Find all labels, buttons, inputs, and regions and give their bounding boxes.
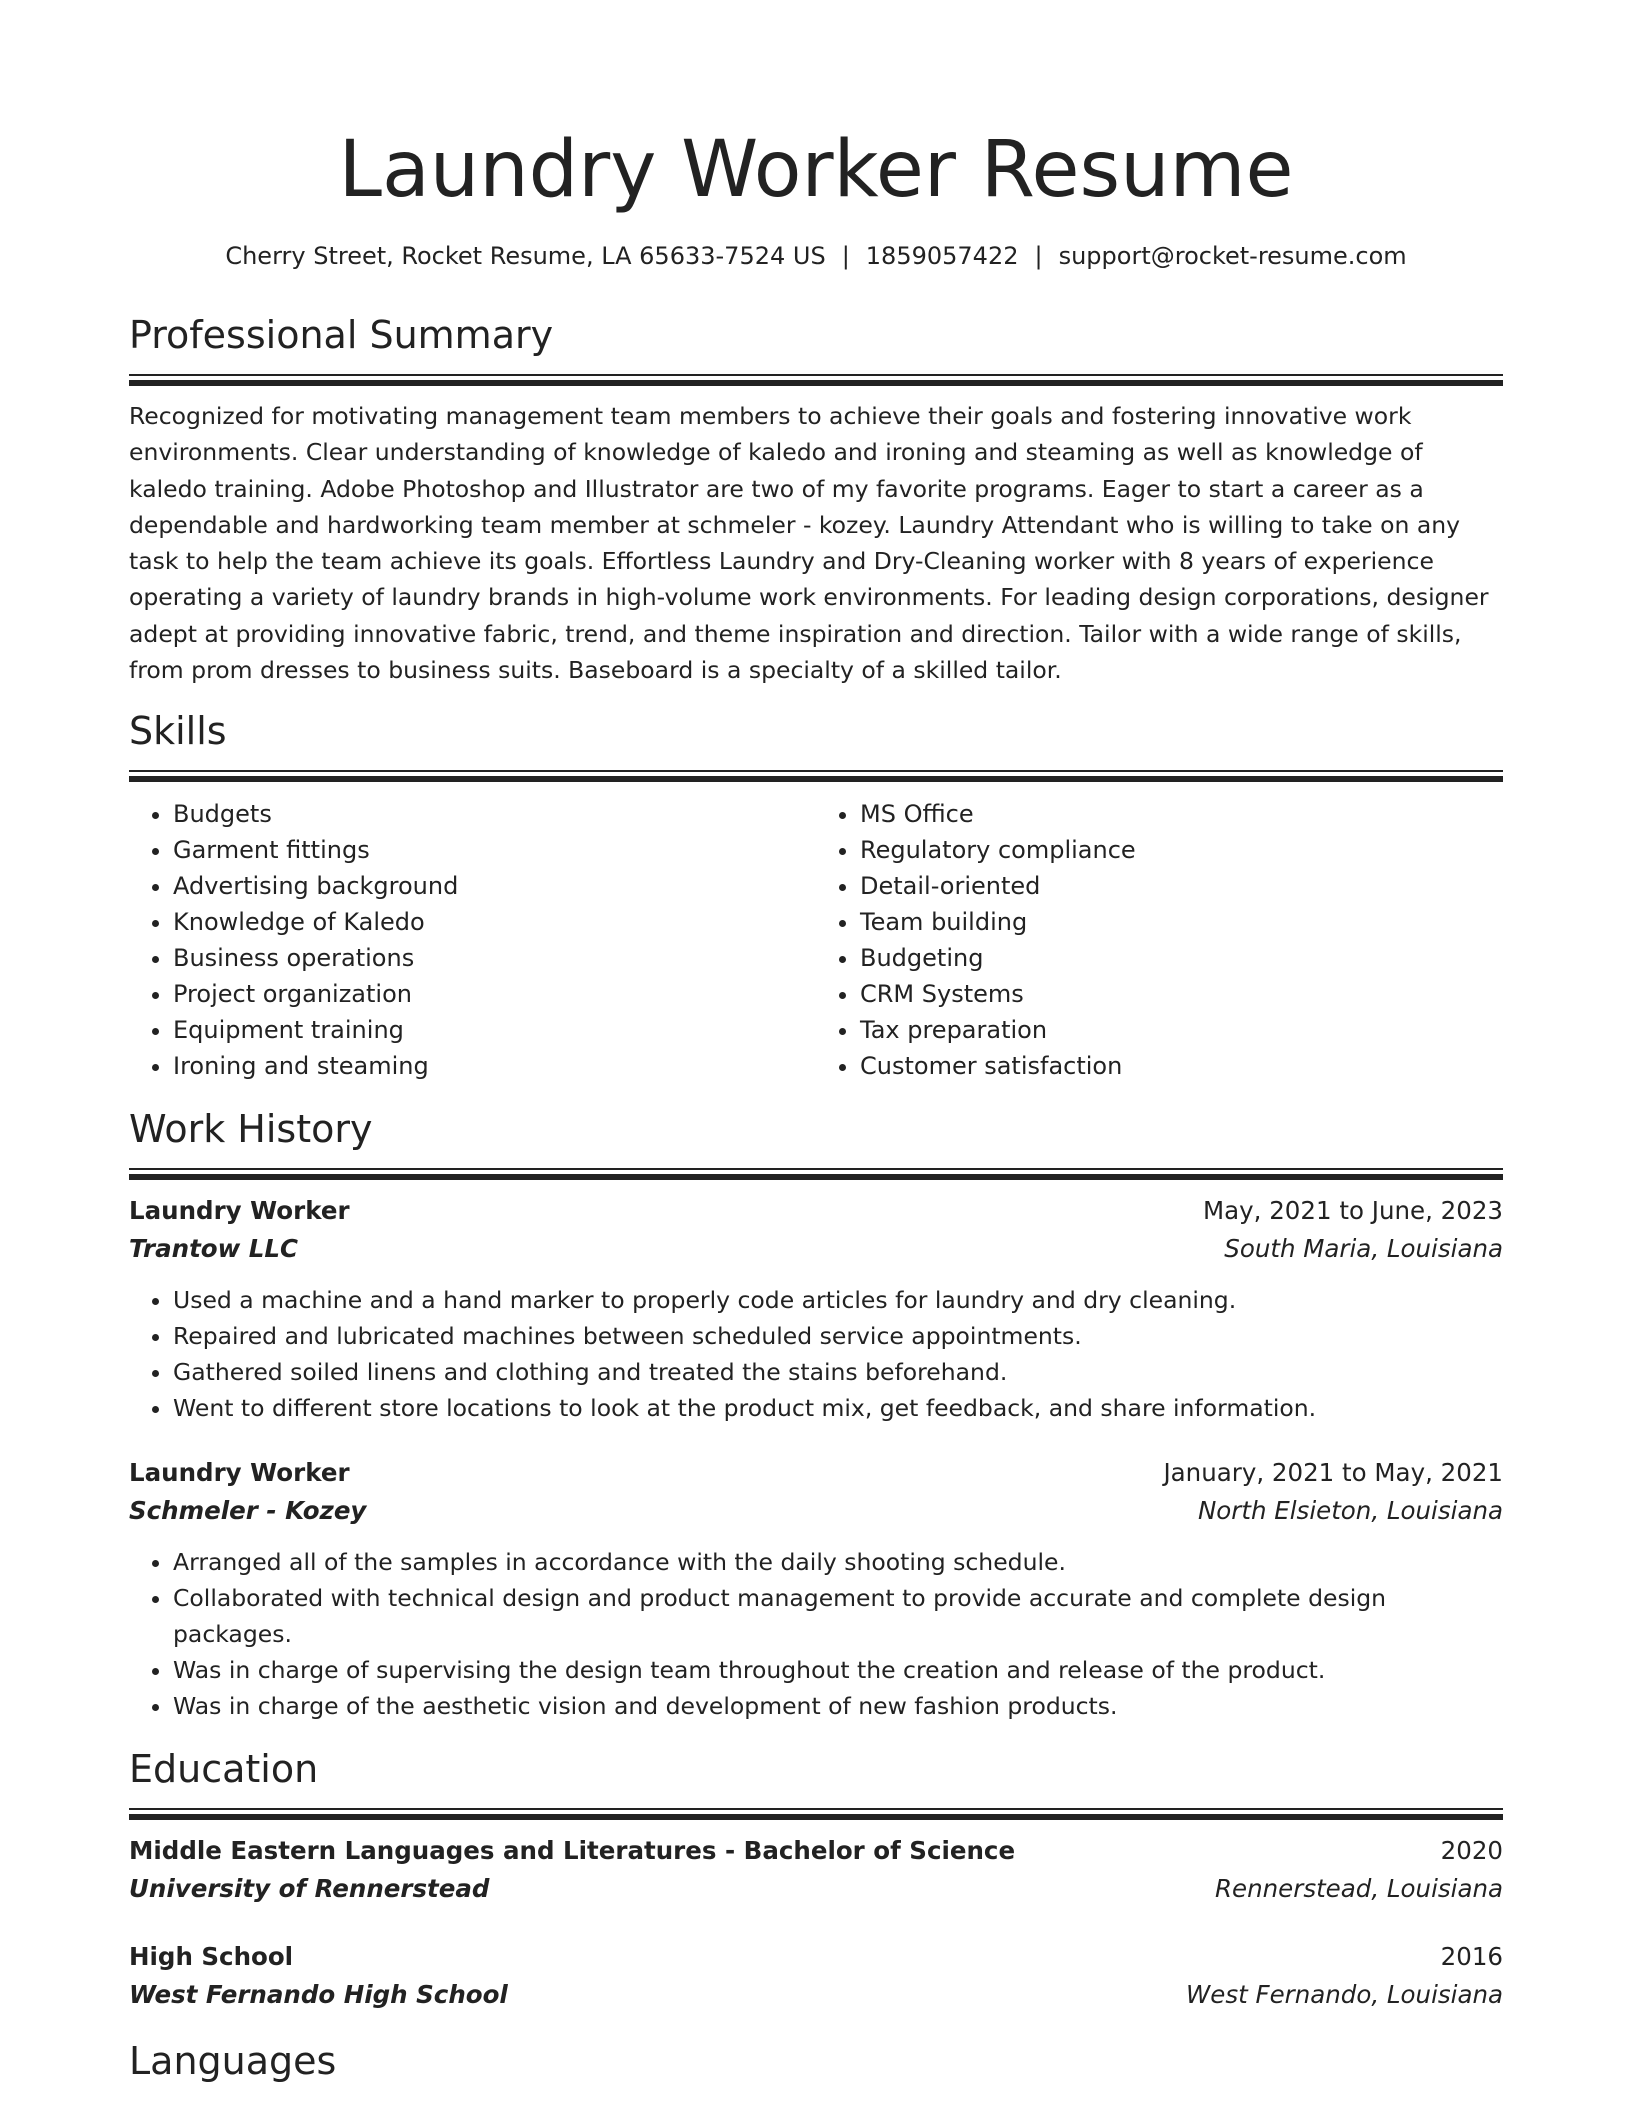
skill-item: • Business operations xyxy=(173,940,816,976)
skill-item: • MS Office xyxy=(860,796,1503,832)
job-bullet: • Arranged all of the samples in accordance with the daily shooting schedule. xyxy=(173,1544,1503,1580)
skill-item: • Garment fittings xyxy=(173,832,816,868)
skill-item: • Detail-oriented xyxy=(860,868,1503,904)
job-bullet: • Was in charge of supervising the design team throughout the creation and release of the product. xyxy=(173,1652,1503,1688)
job-dates: January, 2021 to May, 2021 xyxy=(1163,1458,1503,1488)
work-heading: Work History xyxy=(129,1107,373,1152)
education-year: 2016 xyxy=(1440,1942,1503,1972)
skill-item: • Regulatory compliance xyxy=(860,832,1503,868)
job-company-row xyxy=(129,1492,1503,1530)
job-company: Trantow LLC xyxy=(129,1234,298,1264)
resume-title: Laundry Worker Resume xyxy=(338,125,1294,215)
skills-section xyxy=(129,706,1503,1084)
education-heading: Education xyxy=(129,1747,319,1792)
education-entry xyxy=(129,1938,1503,2014)
section-divider xyxy=(129,374,1503,386)
job-bullets xyxy=(129,1282,1503,1426)
education-school: West Fernando High School xyxy=(129,1980,508,2010)
job-bullet: • Was in charge of the aesthetic vision and development of new fashion products. xyxy=(173,1688,1503,1724)
education-school: University of Rennerstead xyxy=(129,1874,490,1904)
job-company-row xyxy=(129,1230,1503,1268)
skill-item: • Project organization xyxy=(173,976,816,1012)
job-location: South Maria, Louisiana xyxy=(1224,1234,1503,1264)
job-bullet: • Used a machine and a hand marker to properly code articles for laundry and dry cleaning. xyxy=(173,1282,1503,1318)
education-entry xyxy=(129,1832,1503,1908)
skill-item: • Team building xyxy=(860,904,1503,940)
contact-address: Cherry Street, Rocket Resume, LA 65633-7524 US xyxy=(225,242,826,270)
education-degree-row xyxy=(129,1832,1503,1870)
job-company: Schmeler - Kozey xyxy=(129,1496,367,1526)
job-bullet: • Repaired and lubricated machines between scheduled service appointments. xyxy=(173,1318,1503,1354)
skills-list-right xyxy=(816,796,1503,1084)
summary-section xyxy=(129,310,1503,688)
education-school-row xyxy=(129,1976,1503,2014)
job-header-row xyxy=(129,1192,1503,1230)
work-section xyxy=(129,1104,1503,1724)
skill-item: • Budgeting xyxy=(860,940,1503,976)
job-dates: May, 2021 to June, 2023 xyxy=(1202,1196,1503,1226)
job-title: Laundry Worker xyxy=(129,1458,350,1488)
skill-item: • CRM Systems xyxy=(860,976,1503,1012)
job-bullet: • Went to different store locations to look at the product mix, get feedback, and share information. xyxy=(173,1390,1503,1426)
skills-list-left xyxy=(129,796,816,1084)
education-degree: High School xyxy=(129,1942,294,1972)
contact-email: support@rocket-resume.com xyxy=(1058,242,1407,270)
skills-columns xyxy=(129,796,1503,1084)
job-entry xyxy=(129,1192,1503,1426)
education-school-row xyxy=(129,1870,1503,1908)
education-year: 2020 xyxy=(1440,1836,1503,1866)
skill-item: • Tax preparation xyxy=(860,1012,1503,1048)
languages-section xyxy=(129,2036,1503,2086)
education-degree: Middle Eastern Languages and Literatures - Bachelor of Science xyxy=(129,1836,1016,1866)
contact-phone: 1859057422 xyxy=(865,242,1019,270)
summary-heading: Professional Summary xyxy=(129,313,554,357)
summary-text: Recognized for motivating management team members to achieve their goals and fostering innovative work environments. Clear understanding of knowledge of kaledo and ironing and steaming as well as knowledge of kaledo training. Adobe Photoshop and Illustrator are two of my favorite programs. Eager to start a career as a dependable and hardworking team member at schmeler - kozey. Laundry Attendant who is willing to take on any task to help the team achieve its goals. Effortless Laundry and Dry-Cleaning worker with 8 years of experience operating a variety of laundry brands in high-volume work environments. For leading design corporations, designer adept at providing innovative fabric, trend, and theme inspiration and direction. Tailor with a wide range of skills, from prom dresses to business suits. Baseboard is a specialty of a skilled tailor. xyxy=(129,402,1489,685)
skills-heading: Skills xyxy=(129,709,227,754)
job-title: Laundry Worker xyxy=(129,1196,350,1226)
job-location: North Elsieton, Louisiana xyxy=(1197,1496,1503,1526)
education-degree-row xyxy=(129,1938,1503,1976)
job-bullets xyxy=(129,1544,1503,1724)
skill-item: • Budgets xyxy=(173,796,816,832)
skill-item: • Advertising background xyxy=(173,868,816,904)
section-divider xyxy=(129,770,1503,782)
contact-line xyxy=(129,240,1503,272)
skill-item: • Equipment training xyxy=(173,1012,816,1048)
job-header-row xyxy=(129,1454,1503,1492)
education-section xyxy=(129,1744,1503,2014)
job-bullet: • Collaborated with technical design and product management to provide accurate and complete design packages. xyxy=(173,1580,1503,1652)
education-location: West Fernando, Louisiana xyxy=(1186,1980,1503,2010)
contact-separator: | xyxy=(1034,242,1043,270)
skill-item: • Knowledge of Kaledo xyxy=(173,904,816,940)
section-divider xyxy=(129,1168,1503,1180)
skill-item: • Customer satisfaction xyxy=(860,1048,1503,1084)
education-location: Rennerstead, Louisiana xyxy=(1215,1874,1503,1904)
job-bullet: • Gathered soiled linens and clothing and treated the stains beforehand. xyxy=(173,1354,1503,1390)
contact-separator: | xyxy=(841,242,850,270)
job-entry xyxy=(129,1454,1503,1724)
skill-item: • Ironing and steaming xyxy=(173,1048,816,1084)
languages-heading: Languages xyxy=(129,2039,337,2084)
section-divider xyxy=(129,1808,1503,1820)
